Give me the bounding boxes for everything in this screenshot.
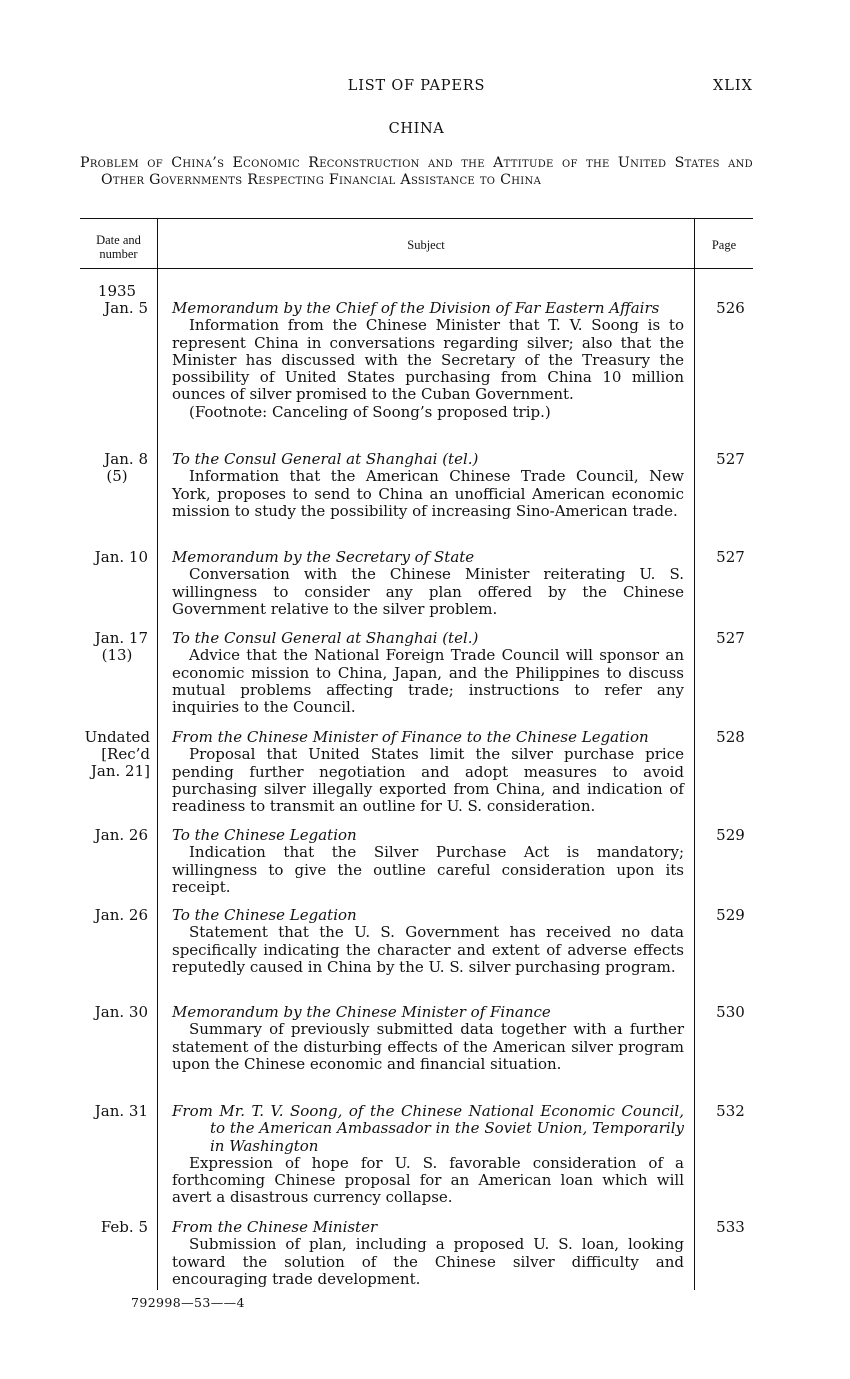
entry-body: Indication that the Silver Purchase Act is mandatory; willingness to give the outline careful consideration upon its receipt. xyxy=(172,843,684,896)
entry-date: Jan. 5 xyxy=(104,299,148,317)
year-label: 1935 xyxy=(97,282,137,300)
entry-date-cell xyxy=(80,451,148,485)
entry-footnote: (Footnote: Canceling of Soong’s proposed trip.) xyxy=(189,402,551,421)
entry-page: 533 xyxy=(716,1218,745,1236)
entry-subject xyxy=(172,907,684,976)
entry-heading: Memorandum by the Chinese Minister of Finance xyxy=(172,1003,551,1021)
entry-received-label: [Rec’d xyxy=(101,745,150,763)
entry-subject xyxy=(172,300,684,421)
entry-date: Jan. 8 xyxy=(104,450,148,468)
entry-body: Advice that the National Foreign Trade Council will sponsor an economic mission to China, Japan, and the Philippines to discuss mutual problems affecting trade; instructions to refer any inquiries to the Council. xyxy=(172,646,684,717)
country-heading: CHINA xyxy=(388,121,445,137)
entry-date-cell xyxy=(80,283,148,317)
entry-heading: From Mr. T. V. Soong, of the Chinese National Economic Council, to the American Ambassador in the Soviet Union, Temporarily in Washington xyxy=(172,1102,684,1155)
table-header-rule xyxy=(80,268,753,269)
entry-page: 527 xyxy=(716,548,745,566)
entry-body: Submission of plan, including a proposed U. S. loan, looking toward the solution of the Chinese silver difficulty and encouraging trade development. xyxy=(172,1235,684,1288)
entry-body: Proposal that United States limit the silver purchase price pending further negotiation and adopt measures to avoid purchasing silver illegally exported from China, and indication of readiness to transmit an outline for U. S. consideration. xyxy=(172,745,684,816)
entry-subject xyxy=(172,1004,684,1073)
entry-date: Undated xyxy=(84,728,150,746)
entry-date-cell xyxy=(80,1219,148,1236)
entry-page: 526 xyxy=(716,299,745,317)
entry-date: Jan. 17 xyxy=(94,629,148,647)
entry-heading: From the Chinese Minister of Finance to the Chinese Legation xyxy=(172,728,649,746)
entry-date-cell xyxy=(80,630,148,664)
entry-body: Conversation with the Chinese Minister reiterating U. S. willingness to consider any plan offered by the Chinese Government relative to the silver problem. xyxy=(172,565,684,618)
entry-page: 528 xyxy=(716,728,745,746)
entry-number: (5) xyxy=(106,467,128,485)
entry-subject xyxy=(172,451,684,520)
entry-body: Expression of hope for U. S. favorable consideration of a forthcoming Chinese proposal for an American loan which will avert a disastrous currency collapse. xyxy=(172,1153,684,1207)
entry-received-date: Jan. 21] xyxy=(90,762,150,780)
column-divider-left xyxy=(157,219,158,1290)
entry-heading: To the Consul General at Shanghai (tel.) xyxy=(172,629,479,647)
entry-date-cell xyxy=(80,549,148,566)
entry-date: Jan. 31 xyxy=(94,1102,148,1120)
entry-date-cell xyxy=(80,827,148,844)
entry-subject xyxy=(172,630,684,716)
entry-date-cell xyxy=(80,1103,148,1120)
column-header-page: Page xyxy=(711,238,737,252)
entry-page: 530 xyxy=(716,1003,745,1021)
entry-date: Feb. 5 xyxy=(100,1218,148,1236)
entry-page: 529 xyxy=(716,906,745,924)
column-header-subject: Subject xyxy=(407,238,445,252)
entry-heading: To the Chinese Legation xyxy=(172,906,357,924)
entry-heading: From the Chinese Minister xyxy=(172,1218,378,1236)
printer-imprint: 792998—53——4 xyxy=(131,1295,245,1310)
entry-page: 527 xyxy=(716,629,745,647)
running-head xyxy=(80,78,753,98)
entry-heading: To the Chinese Legation xyxy=(172,826,357,844)
entry-page: 529 xyxy=(716,826,745,844)
entry-heading: Memorandum by the Secretary of State xyxy=(172,548,475,566)
column-header-date: Date and number xyxy=(96,233,141,261)
entry-date: Jan. 10 xyxy=(94,548,148,566)
entry-body: Summary of previously submitted data together with a further statement of the disturbing effects of the American silver program upon the Chinese economic and financial situation. xyxy=(172,1020,684,1073)
column-divider-right xyxy=(694,219,695,1290)
entry-page: 532 xyxy=(716,1102,745,1120)
table-top-rule xyxy=(80,218,753,219)
running-title: LIST OF PAPERS xyxy=(347,78,486,94)
entry-date-cell xyxy=(80,1004,148,1021)
entry-heading: Memorandum by the Chief of the Division of Far Eastern Affairs xyxy=(172,299,660,317)
entry-date-cell xyxy=(80,729,150,780)
entry-subject xyxy=(172,1103,684,1207)
entry-date: Jan. 26 xyxy=(94,906,148,924)
entry-body: Statement that the U. S. Government has received no data specifically indicating the character and extent of adverse effects reputedly caused in China by the U. S. silver purchasing program. xyxy=(172,923,684,976)
entry-body: Information that the American Chinese Trade Council, New York, proposes to send to China an unofficial American economic mission to study the possibility of increasing Sino-American trade. xyxy=(172,467,684,520)
entry-body: Information from the Chinese Minister that T. V. Soong is to represent China in conversations regarding silver; also that the Minister has discussed with the Secretary of the Treasury the possibility of United States purchasing from China 10 million ounces of silver promised to the Cuban Government. xyxy=(172,316,684,404)
entry-number: (13) xyxy=(101,646,133,664)
entry-subject xyxy=(172,549,684,618)
entry-page: 527 xyxy=(716,450,745,468)
entry-date: Jan. 26 xyxy=(94,826,148,844)
entry-date-cell xyxy=(80,907,148,924)
section-title: Problem of China’s Economic Reconstruction and the Attitude of the United States and Other Governments Respecting Financial Assistance to China xyxy=(80,155,753,188)
entry-heading: To the Consul General at Shanghai (tel.) xyxy=(172,450,479,468)
entry-subject xyxy=(172,827,684,896)
entry-subject xyxy=(172,1219,684,1288)
entry-date: Jan. 30 xyxy=(94,1003,148,1021)
entry-subject xyxy=(172,729,684,815)
page-number-roman: XLIX xyxy=(712,78,753,94)
